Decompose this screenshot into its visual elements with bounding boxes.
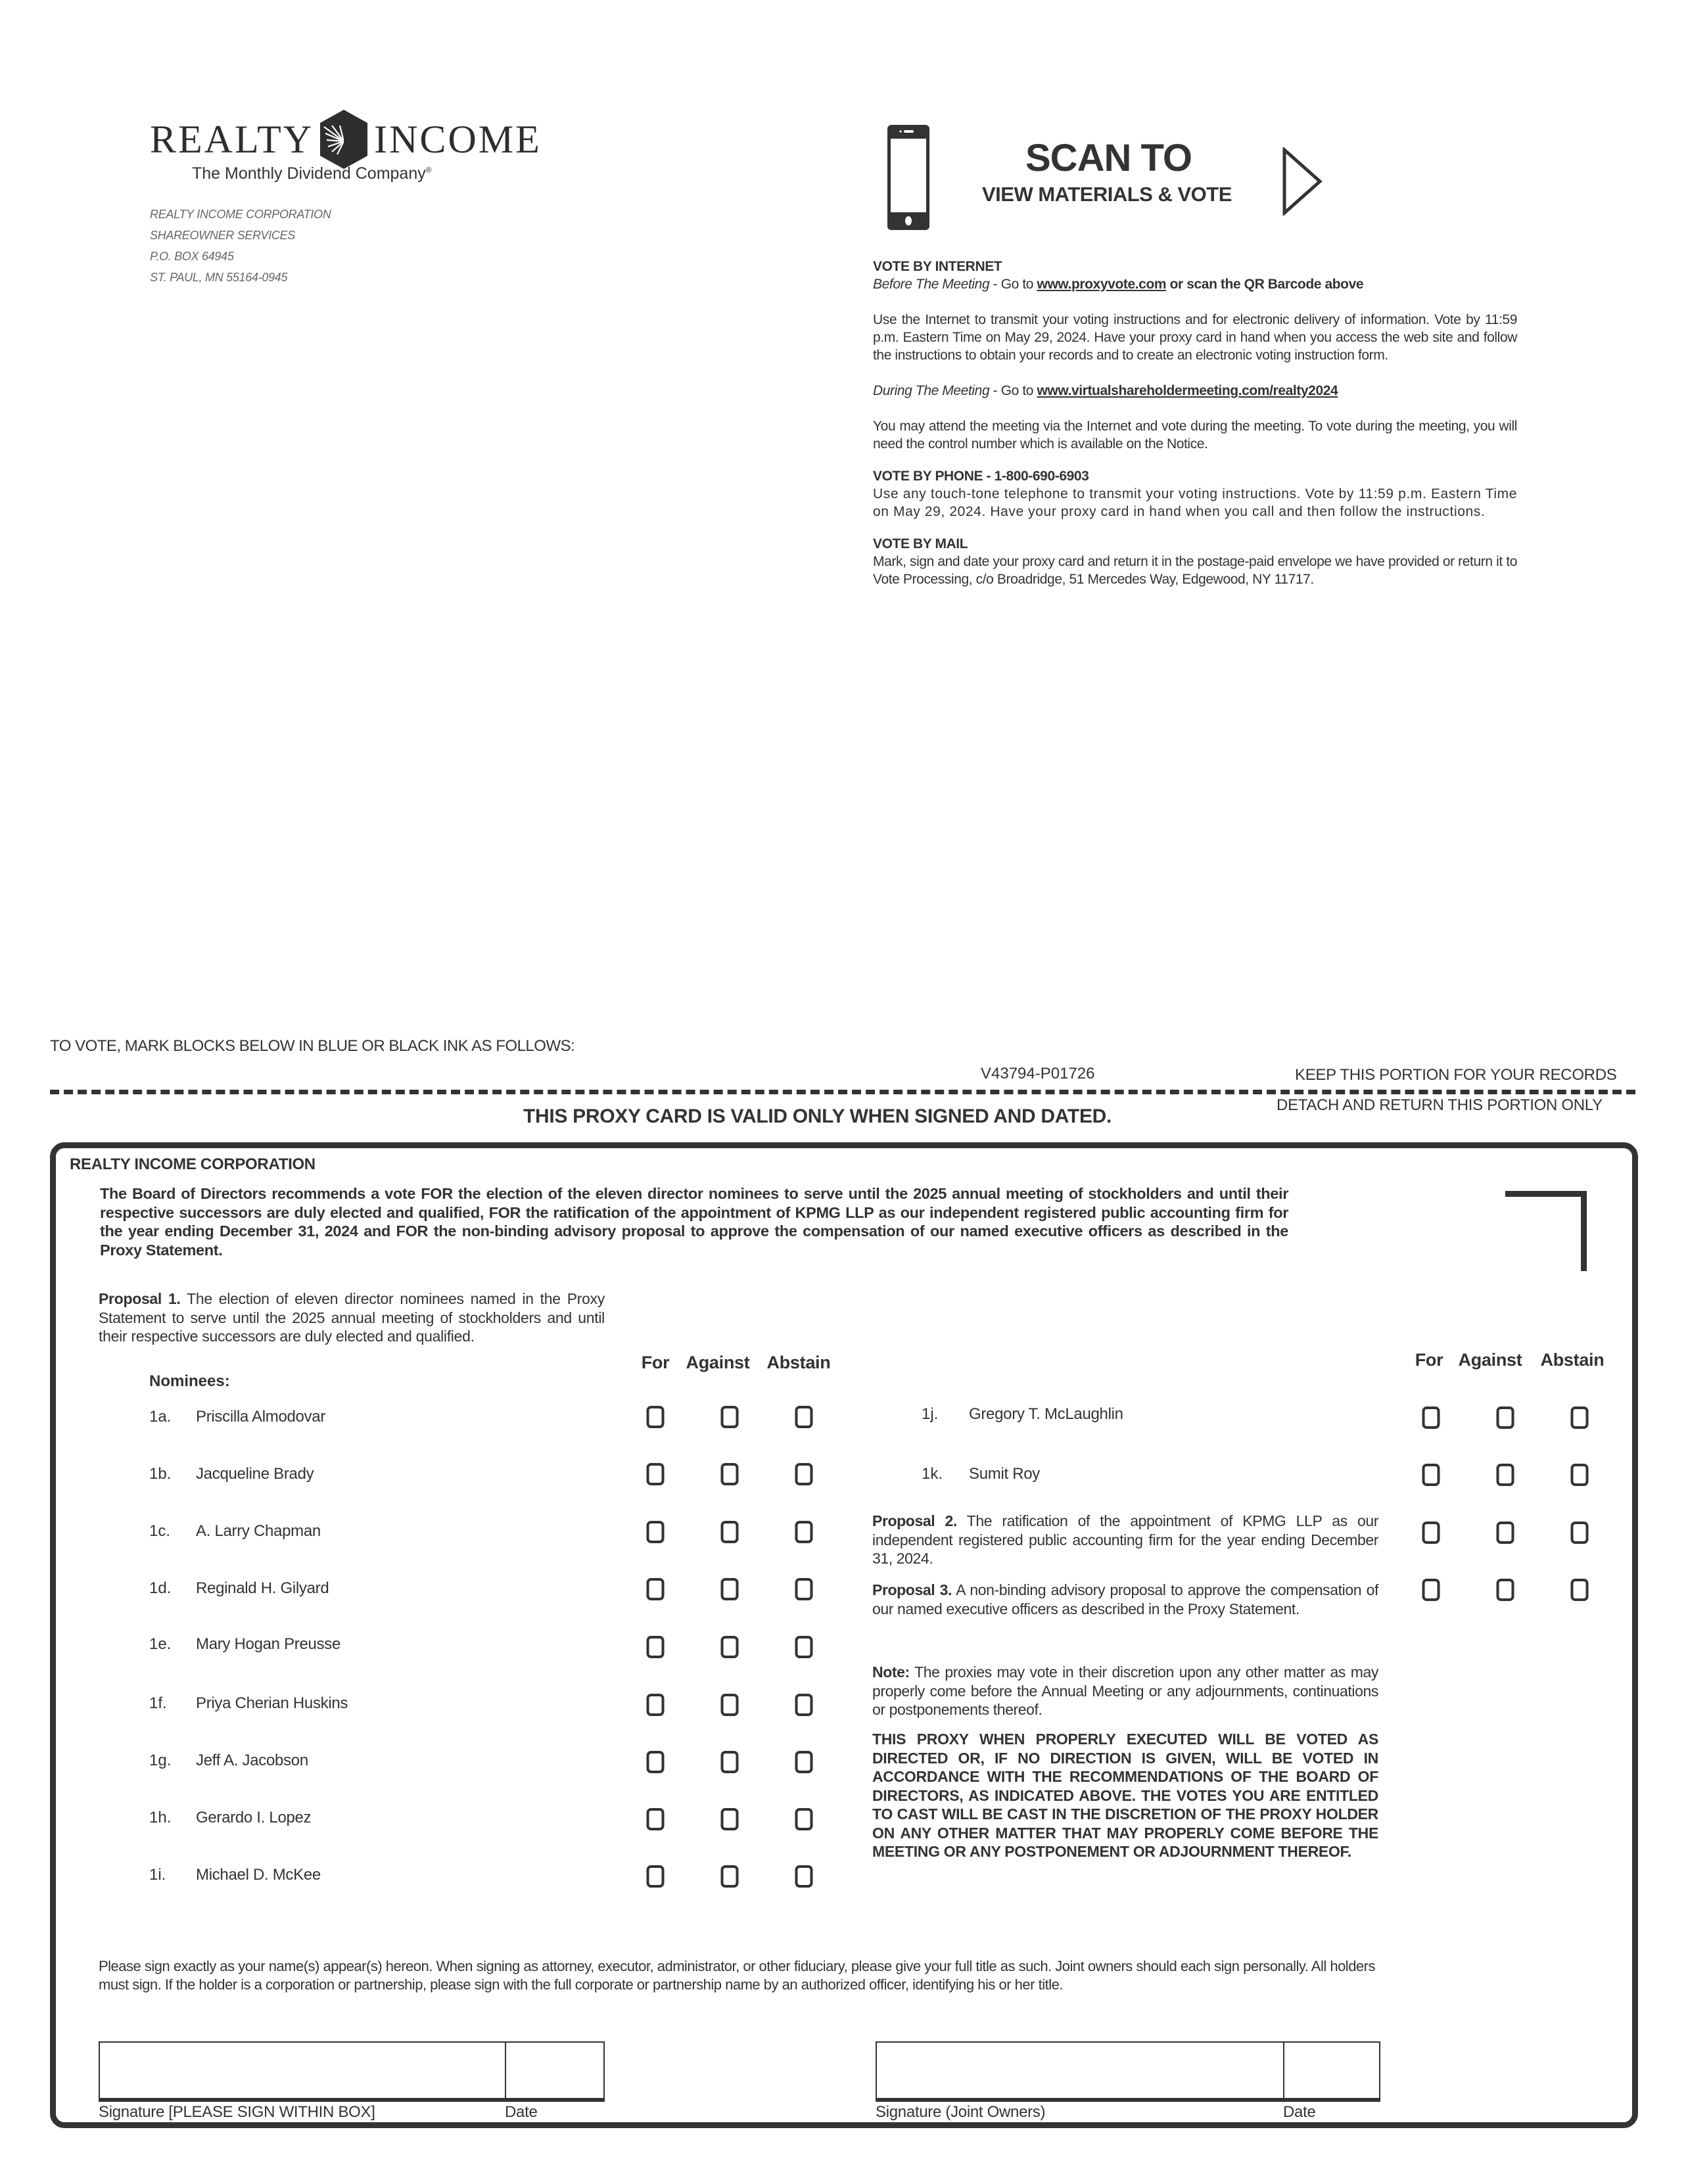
checkbox-1b-against[interactable] [721, 1463, 739, 1485]
checkbox-1d-abstain[interactable] [795, 1578, 813, 1600]
joint-signature-label: Signature (Joint Owners) [876, 2103, 1046, 2121]
nominee-number: 1j. [922, 1405, 939, 1423]
nominee-name: Priscilla Almodovar [196, 1408, 326, 1426]
note-description: The proxies may vote in their discretion upon any other matter as may properly come before the Annual Meeting or any adjournments, continuations or postponements thereof. [872, 1663, 1378, 1718]
checkbox-1h-for[interactable] [647, 1808, 665, 1830]
proposal-3-description: A non-binding advisory proposal to approve the compensation of our named executive officers as described in the Proxy Statement. [872, 1581, 1378, 1617]
address-line: ST. PAUL, MN 55164-0945 [150, 271, 288, 284]
nominee-name: Gerardo I. Lopez [196, 1809, 312, 1826]
checkbox-1a-abstain[interactable] [795, 1406, 813, 1428]
vote-during-body: You may attend the meeting via the Internet and vote during the meeting. To vote during the meeting, you will need the control number which is available on the Notice. [873, 419, 1517, 452]
detach-portion-label: DETACH AND RETURN THIS PORTION ONLY [1277, 1096, 1603, 1114]
before-suffix: or scan the QR Barcode above [1166, 277, 1364, 292]
checkbox-1a-for[interactable] [647, 1406, 665, 1428]
checkbox-1e-against[interactable] [721, 1636, 739, 1658]
scan-title: SCAN TO [1025, 137, 1192, 179]
checkbox-1e-for[interactable] [647, 1636, 665, 1658]
proposal-1-label: Proposal 1. [99, 1290, 181, 1307]
during-label: During The Meeting [873, 383, 990, 398]
logo-text-right: INCOME [374, 118, 542, 161]
checkbox-proposal2-against[interactable] [1497, 1522, 1514, 1544]
nominee-number: 1e. [149, 1635, 172, 1653]
checkbox-1h-against[interactable] [721, 1808, 739, 1830]
nominee-name: Reginald H. Gilyard [196, 1579, 329, 1597]
proposal-1-text [99, 1289, 605, 1346]
nominee-number: 1d. [149, 1579, 172, 1597]
checkbox-1g-against[interactable] [721, 1751, 739, 1773]
proposal-3-label: Proposal 3. [872, 1581, 952, 1598]
proposal-1-description: The election of eleven director nominees named in the Proxy Statement to serve until the 2025 annual meeting of stockholders and until their respective successors are duly elected and qualified. [99, 1290, 605, 1345]
column-abstain: Abstain [766, 1353, 831, 1372]
voting-instructions [873, 258, 1517, 588]
control-code: V43794-P01726 [981, 1065, 1095, 1082]
address-line: REALTY INCOME CORPORATION [150, 208, 331, 221]
checkbox-1c-for[interactable] [647, 1521, 665, 1543]
smartphone-icon [887, 125, 929, 230]
checkbox-1h-abstain[interactable] [795, 1808, 813, 1830]
joint-date-box[interactable] [1283, 2041, 1380, 2102]
checkbox-proposal2-for[interactable] [1422, 1522, 1440, 1544]
column-against: Against [1458, 1350, 1522, 1370]
vote-phone-heading: VOTE BY PHONE - 1-800-690-6903 [873, 469, 1089, 484]
tagline-text: The Monthly Dividend Company [192, 164, 426, 183]
joint-signature-box[interactable] [876, 2041, 1284, 2102]
checkbox-1k-against[interactable] [1497, 1464, 1514, 1486]
vote-column-headers-right [0, 1350, 1688, 1372]
proxy-execution-statement: THIS PROXY WHEN PROPERLY EXECUTED WILL BE VOTED AS DIRECTED OR, IF NO DIRECTION IS GIVEN, WILL BE VOTED IN ACCORDANCE WITH THE RECOMMENDATIONS OF THE BOARD OF DIRECTORS, AS INDICATED ABOVE. THE VOTES YOU ARE ENTITLED TO CAST WILL BE CAST IN THE DISCRETION OF THE PROXY HOLDER ON ANY OTHER MATTER THAT MAY PROPERLY COME BEFORE THE MEETING OR ANY POSTPONEMENT OR ADJOURNMENT THEREOF. [872, 1731, 1378, 1860]
checkbox-1j-for[interactable] [1422, 1406, 1440, 1429]
before-label: Before The Meeting [873, 277, 990, 292]
checkbox-1f-against[interactable] [721, 1694, 739, 1716]
checkbox-1f-abstain[interactable] [795, 1694, 813, 1716]
nominee-number: 1k. [922, 1465, 943, 1483]
registration-corner-mark [1505, 1191, 1587, 1271]
during-prefix: - Go to [989, 383, 1037, 398]
vote-during-meeting [873, 382, 1517, 400]
nominee-number: 1g. [149, 1752, 172, 1769]
nominee-name: Gregory T. McLaughlin [969, 1405, 1123, 1423]
keep-portion-label: KEEP THIS PORTION FOR YOUR RECORDS [1295, 1066, 1617, 1084]
scan-subtitle: VIEW MATERIALS & VOTE [982, 183, 1232, 206]
checkbox-1i-for[interactable] [647, 1865, 665, 1888]
nominee-name: Priya Cherian Huskins [196, 1694, 348, 1712]
joint-date-label: Date [1283, 2103, 1316, 2121]
checkbox-1k-abstain[interactable] [1571, 1464, 1589, 1486]
detach-line [50, 1090, 1635, 1094]
signature-box[interactable] [99, 2041, 506, 2102]
registered-mark: ® [425, 165, 432, 175]
proposal-2-text [872, 1512, 1378, 1568]
note-text [872, 1663, 1378, 1719]
nominee-name: A. Larry Chapman [196, 1522, 321, 1540]
company-tagline [192, 164, 432, 183]
address-line: P.O. BOX 64945 [150, 250, 234, 263]
column-for: For [641, 1353, 670, 1372]
proposal-2-label: Proposal 2. [872, 1512, 957, 1529]
checkbox-1f-for[interactable] [647, 1694, 665, 1716]
note-label: Note: [872, 1663, 910, 1681]
nominee-number: 1f. [149, 1694, 167, 1712]
nominee-number: 1c. [149, 1522, 171, 1540]
checkbox-1c-against[interactable] [721, 1521, 739, 1543]
checkbox-1g-for[interactable] [647, 1751, 665, 1773]
before-prefix: - Go to [989, 277, 1037, 292]
nominee-number: 1h. [149, 1809, 172, 1826]
logo-hexagon-icon [320, 110, 367, 169]
checkbox-proposal2-abstain[interactable] [1571, 1522, 1589, 1544]
board-recommendation: The Board of Directors recommends a vote FOR the election of the eleven director nominees to serve until the 2025 annual meeting of stockholders and until their respective successors are duly elected and qualified, FOR the ratification of the appointment of KPMG LLP as our independent registered public accounting firm for the year ending December 31, 2024 and FOR the non-binding advisory proposal to approve the compensation of our named executive officers as described in the Proxy Statement. [100, 1185, 1288, 1259]
nominee-name: Sumit Roy [969, 1465, 1040, 1483]
vote-internet-heading: VOTE BY INTERNET [873, 259, 1002, 274]
company-logo [150, 113, 542, 166]
vote-mail-body: Mark, sign and date your proxy card and return it in the postage-paid envelope we have provided or return it to Vote Processing, c/o Broadridge, 51 Mercedes Way, Edgewood, NY 11717. [873, 554, 1517, 587]
vote-mail-heading: VOTE BY MAIL [873, 536, 968, 551]
checkbox-1a-against[interactable] [721, 1406, 739, 1428]
column-for: For [1415, 1350, 1443, 1370]
checkbox-1c-abstain[interactable] [795, 1521, 813, 1543]
nominee-name: Jacqueline Brady [196, 1465, 314, 1483]
proposal-2-description: The ratification of the appointment of KPMG LLP as our independent registered public accounting firm for the year ending December 31, 2024. [872, 1512, 1378, 1567]
column-against: Against [686, 1353, 750, 1372]
checkbox-1d-for[interactable] [647, 1578, 665, 1600]
checkbox-1k-for[interactable] [1422, 1464, 1440, 1486]
nominee-name: Mary Hogan Preusse [196, 1635, 341, 1653]
nominee-number: 1i. [149, 1866, 166, 1884]
mark-instructions: TO VOTE, MARK BLOCKS BELOW IN BLUE OR BLACK INK AS FOLLOWS: [50, 1037, 575, 1055]
signature-date-box[interactable] [505, 2041, 605, 2102]
vote-before-meeting [873, 275, 1517, 293]
logo-text-left: REALTY [150, 118, 314, 161]
signature-label: Signature [PLEASE SIGN WITHIN BOX] [99, 2103, 375, 2121]
checkbox-1d-against[interactable] [721, 1578, 739, 1600]
vote-internet-body: Use the Internet to transmit your voting instructions and for electronic delivery of information. Vote by 11:59 p.m. Eastern Time on May 29, 2024. Have your proxy card in hand when you access the web site and follow the instructions to obtain your records and to create an electronic voting instruction form. [873, 312, 1517, 363]
virtual-meeting-link[interactable]: www.virtualshareholdermeeting.com/realty2024 [1037, 383, 1338, 398]
checkbox-proposal3-for[interactable] [1422, 1579, 1440, 1601]
checkbox-proposal3-abstain[interactable] [1571, 1579, 1589, 1601]
play-arrow-icon [1282, 147, 1323, 216]
checkbox-1g-abstain[interactable] [795, 1751, 813, 1773]
checkbox-1i-abstain[interactable] [795, 1865, 813, 1888]
checkbox-1b-abstain[interactable] [795, 1463, 813, 1485]
checkbox-proposal3-against[interactable] [1497, 1579, 1514, 1601]
column-abstain: Abstain [1540, 1350, 1605, 1370]
return-address [150, 204, 331, 288]
proxyvote-link[interactable]: www.proxyvote.com [1037, 277, 1167, 292]
nominee-number: 1b. [149, 1465, 172, 1483]
nominee-name: Jeff A. Jacobson [196, 1752, 308, 1769]
checkbox-1b-for[interactable] [647, 1463, 665, 1485]
date-label: Date [505, 2103, 538, 2121]
vote-phone-body: Use any touch-tone telephone to transmit your voting instructions. Vote by 11:59 p.m. Eastern Time on May 29, 2024. Have your proxy card in hand when you call and then follow the instructions. [873, 486, 1517, 519]
checkbox-1j-abstain[interactable] [1571, 1406, 1589, 1429]
checkbox-1j-against[interactable] [1497, 1406, 1514, 1429]
nominee-name: Michael D. McKee [196, 1866, 321, 1884]
valid-notice: THIS PROXY CARD IS VALID ONLY WHEN SIGNED AND DATED. [523, 1105, 1112, 1127]
proposal-3-text [872, 1581, 1378, 1618]
checkbox-1e-abstain[interactable] [795, 1636, 813, 1658]
signature-instructions: Please sign exactly as your name(s) appear(s) hereon. When signing as attorney, executor, administrator, or other fiduciary, please give your full title as such. Joint owners should each sign personally. All holders must sign. If the holder is a corporation or partnership, please sign with the full corporate or partnership name by an authorized officer, identifying his or her title. [99, 1958, 1375, 1993]
nominee-number: 1a. [149, 1408, 172, 1426]
address-line: SHAREOWNER SERVICES [150, 229, 296, 242]
card-company-name: REALTY INCOME CORPORATION [70, 1155, 316, 1173]
nominees-label: Nominees: [149, 1372, 230, 1390]
checkbox-1i-against[interactable] [721, 1865, 739, 1888]
